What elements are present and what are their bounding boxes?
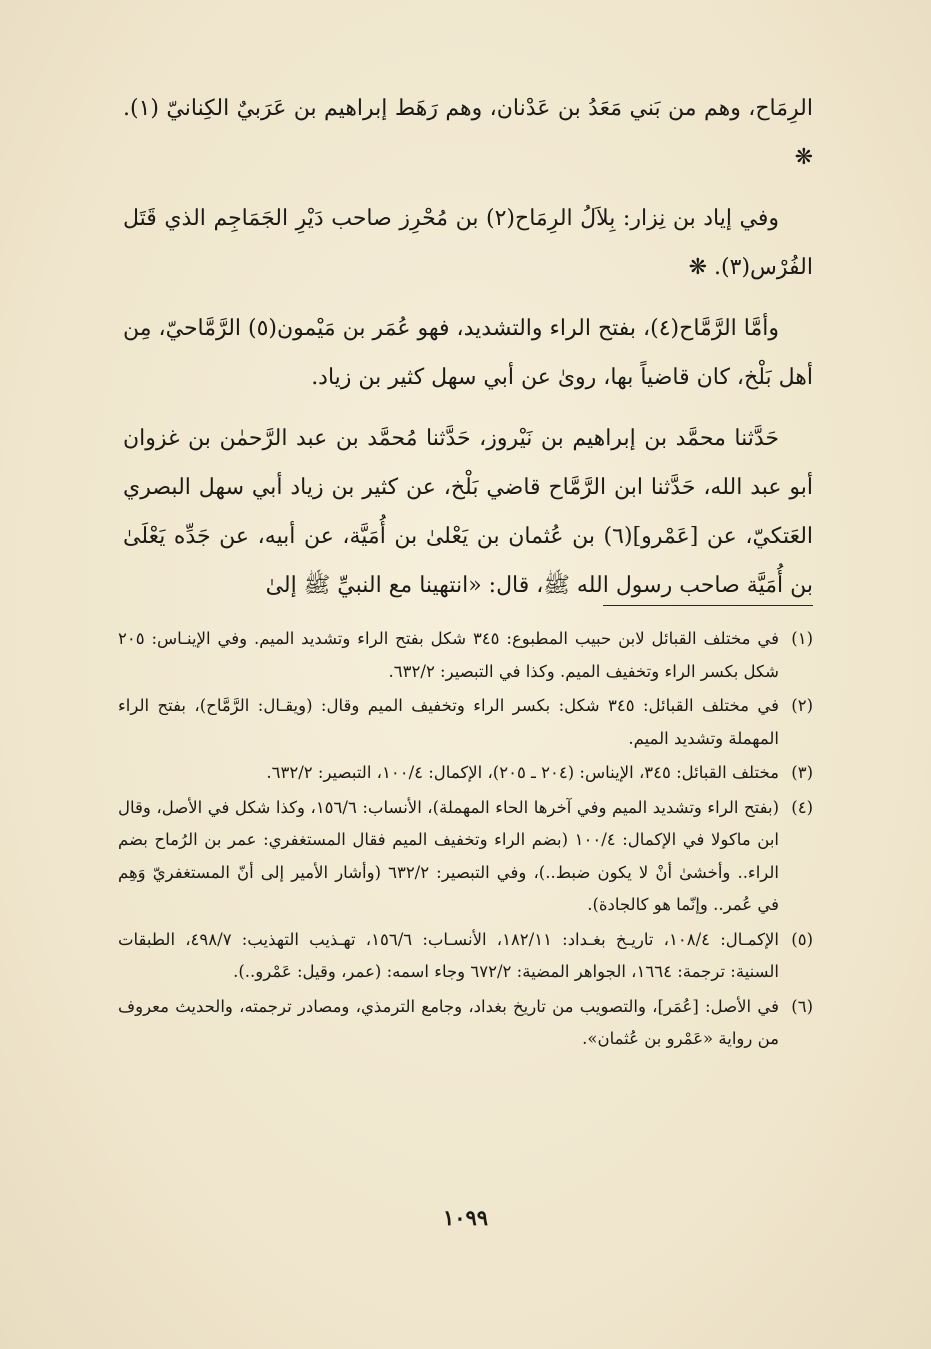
footnote-text: مختلف القبائل: ٣٤٥، الإيناس: (٢٠٤ ـ ٢٠٥)، الإكمال: ١٠٠/٤، التبصير: ٦٣٢/٢. <box>266 763 779 782</box>
footnote-number: (١) <box>791 629 813 648</box>
footnote-5 <box>118 924 813 989</box>
footnote-6 <box>118 991 813 1056</box>
footnote-3 <box>118 757 813 790</box>
page-number: ١٠٩٩ <box>442 1205 489 1230</box>
footnote-text: في مختلف القبائل: ٣٤٥ شكل: بكسر الراء وتخفيف الميم وقال: (ويقـال: الرَّمَّاح)، بفتح الراء المهملة وتشديد الميم. <box>118 696 780 748</box>
footnote-number: (٦) <box>791 996 813 1016</box>
paragraph-3: وأمَّا الرَّمَّاح(٤)، بفتح الراء والتشديد، فهو عُمَر بن مَيْمون(٥) الرَّمَّاحيّ، مِن أهل بَلْخ، كان قاضياً بها، روىٰ عن أبي سهل كثير بن زياد. <box>123 316 813 390</box>
footnote-text: في الأصل: [عُمَر]، والتصويب من تاريخ بغداد، وجامع الترمذي، ومصادر ترجمته، والحديث معروف من رواية «عَمْرو بن عُثمان». <box>118 996 779 1048</box>
footnote-number: (٣) <box>791 763 813 782</box>
footnote-text: (بفتح الراء وتشديد الميم وفي آخرها الحاء المهملة)، الأنساب: ١٥٦/٦، وكذا شكل في الأصل، وقال ابن ماكولا في الإكمال: ١٠٠/٤ (بضم الراء وتخفيف الميم فقال المستغفري: عمر بن الرُماح بضم الراء.. وأخشىٰ أنْ لا يكون ضبط..)، وفي التبصير: ٦٣٢/٢ (وأشار الأمير إلى أنّ المستغفريّ وَهِم في عُمر.. وإنّما هو كالجادة). <box>118 797 780 914</box>
footnote-2 <box>118 690 813 755</box>
paragraph-1: الرِمَاح، وهم من بَني مَعَدُ بن عَدْنان، وهم رَهَط إبراهيم بن عَرَبيٌ الكِنانيّ (١). ❋ <box>123 96 813 170</box>
footnote-text: الإكمـال: ١٠٨/٤، تاريـخ بغـداد: ١٨٢/١١، الأنسـاب: ١٥٦/٦، تهـذيب التهذيب: ٤٩٨/٧، الطبقات السنية: ترجمة: ١٦٦٤، الجواهر المضية: ٦٧٢/٢ وجاء اسمه: (عمر، وقيل: عَمْرو..). <box>118 929 780 981</box>
paragraph-2: وفي إياد بن نِزار: بِلاَلُ الرِمَاح(٢) بن مُحْرِز صاحب دَيْرِ الجَمَاجِم الذي قَتَل الفُرْس(٣). ❋ <box>123 206 813 280</box>
footnote-number: (٤) <box>791 797 813 817</box>
footnote-number: (٥) <box>791 929 813 949</box>
paragraph-4: حَدَّثنا محمَّد بن إبراهيم بن نَيْروز، حَدَّثنا مُحمَّد بن عبد الرَّحمٰن بن غزوان أبو عبد الله، حَدَّثنا ابن الرَّمَّاح قاضي بَلْخ، عن كثير بن زياد أبي سهل البصري العَتكيّ، عن [عَمْرو](٦) بن عُثمان بن يَعْلىٰ بن أُمَيَّة، عن أبيه، عن جَدِّه يَعْلَىٰ بن أُمَيَّة صاحب رسول الله ﷺ، قال: «انتهينا مع النبيِّ ﷺ إلىٰ <box>123 426 814 598</box>
footnotes <box>118 623 813 1058</box>
footnote-number: (٢) <box>791 696 813 715</box>
footnote-4 <box>118 792 813 922</box>
footnote-1 <box>118 623 813 688</box>
footnote-text: في مختلف القبائل لابن حبيب المطبوع: ٣٤٥ شكل بفتح الراء وتشديد الميم. وفي الإينـاس: ٢٠٥ شكل بكسر الراء وتخفيف الميم. وكذا في التبصير: ٦٣٢/٢. <box>118 629 779 681</box>
main-text <box>123 84 813 622</box>
footnote-separator <box>603 605 813 606</box>
